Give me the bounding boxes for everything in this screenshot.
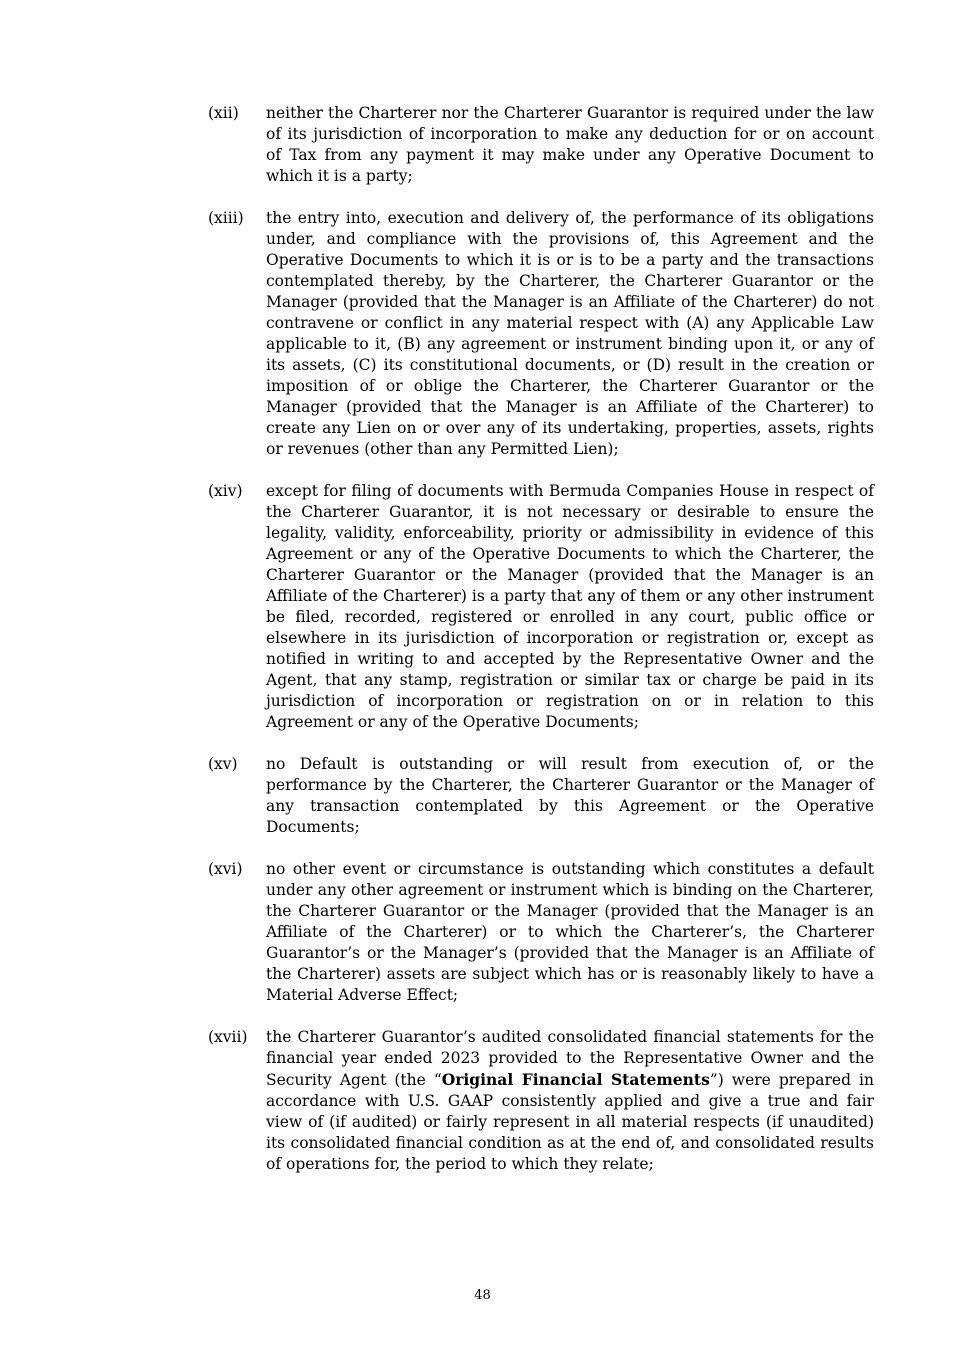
clause-item-xvii bbox=[208, 1027, 874, 1175]
clause-item-xvi bbox=[208, 859, 874, 1006]
clause-label: (xvi) bbox=[208, 860, 243, 878]
clause-text bbox=[266, 1027, 874, 1175]
clause-text-segment-bold: Original Financial Statements bbox=[441, 1070, 710, 1089]
clause-text: neither the Charterer nor the Charterer Guarantor is required under the law of its jurisdiction of incorporation to make any deduction for or on account of Tax from any payment it may make under any Operative Document to which it is a party; bbox=[266, 104, 874, 185]
clause-item-xii bbox=[208, 103, 874, 187]
clause-label: (xv) bbox=[208, 755, 238, 773]
clause-label: (xvii) bbox=[208, 1028, 248, 1046]
clause-text: the entry into, execution and delivery of, the performance of its obligations under, and compliance with the provisions of, this Agreement and the Operative Documents to which it is or is to be a party and the transactions contemplated thereby, by the Charterer, the Charterer Guarantor or the Manager (provided that the Manager is an Affiliate of the Charterer) do not contravene or conflict in any material respect with (A) any Applicable Law applicable to it, (B) any agreement or instrument binding upon it, or any of its assets, (C) its constitutional documents, or (D) result in the creation or imposition of or oblige the Charterer, the Charterer Guarantor or the Manager (provided that the Manager is an Affiliate of the Charterer) to create any Lien on or over any of its undertaking, properties, assets, rights or revenues (other than any Permitted Lien); bbox=[266, 209, 874, 458]
clause-text: except for filing of documents with Bermuda Companies House in respect of the Charterer Guarantor, it is not necessary or desirable to ensure the legality, validity, enforceability, priority or admissibility in evidence of this Agreement or any of the Operative Documents to which the Charterer, the Charterer Guarantor or the Manager (provided that the Manager is an Affiliate of the Charterer) is a party that any of them or any other instrument be filed, recorded, registered or enrolled in any court, public office or elsewhere in its jurisdiction of incorporation or registration or, except as notified in writing to and accepted by the Representative Owner and the Agent, that any stamp, registration or similar tax or charge be paid in its jurisdiction of incorporation or registration on or in relation to this Agreement or any of the Operative Documents; bbox=[266, 482, 874, 731]
clause-text: no Default is outstanding or will result from execution of, or the performance by the Charterer, the Charterer Guarantor or the Manager of any transaction contemplated by this Agreement or the Operative Documents; bbox=[266, 755, 874, 836]
clause-list bbox=[208, 103, 874, 1196]
clause-text-segment: the Charterer Guarantor’s audited consolidated financial statements for the financial year ended 2023 provided to the Representative Owner and the Security Agent (the “ bbox=[266, 1028, 874, 1089]
clause-text-segment: ”) were prepared in accordance with U.S. GAAP consistently applied and give a true and fair view of (if audited) or fairly represent in all material respects (if unaudited) its consolidated financial condition as at the end of, and consolidated results of operations for, the period to which they relate; bbox=[266, 1071, 874, 1173]
clause-item-xv bbox=[208, 754, 874, 838]
clause-label: (xiii) bbox=[208, 209, 244, 227]
page-number: 48 bbox=[474, 1288, 491, 1303]
clause-label: (xii) bbox=[208, 104, 239, 122]
clause-item-xiv bbox=[208, 481, 874, 733]
clause-label: (xiv) bbox=[208, 482, 243, 500]
clause-text: no other event or circumstance is outstanding which constitutes a default under any other agreement or instrument which is binding on the Charterer, the Charterer Guarantor or the Manager (provided that the Manager is an Affiliate of the Charterer) or to which the Charterer’s, the Charterer Guarantor’s or the Manager’s (provided that the Manager is an Affiliate of the Charterer) assets are subject which has or is reasonably likely to have a Material Adverse Effect; bbox=[266, 860, 874, 1004]
clause-item-xiii bbox=[208, 208, 874, 460]
